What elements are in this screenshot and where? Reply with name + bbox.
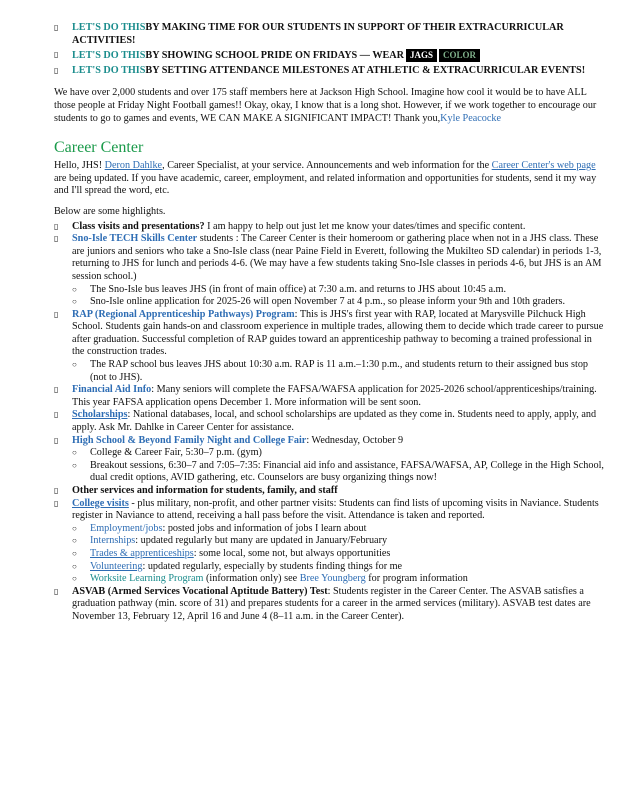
jags-badge: JAGS xyxy=(406,49,437,62)
circle-bullet-icon: ○ xyxy=(72,284,77,294)
highlights-intro: Below are some highlights. xyxy=(54,205,166,217)
signoff-link[interactable]: Kyle Peacocke xyxy=(440,112,501,124)
list-item: ▯ ASVAB (Armed Services Vocational Aptitude Battery) Test: Students register in the Career Center. The ASVAB satisfies a graduation pathway (min. score of 31) and prepares students for a career in the armed services (military). ASVAB test dates are November 13, February 12, April 16 and June 4 (8–11 a.m. in the Career Center). xyxy=(54,585,591,622)
sub-item: ○ Employment/jobs: posted jobs and information of jobs I learn about xyxy=(72,522,367,534)
circle-bullet-icon: ○ xyxy=(72,460,77,470)
list-item: ▯ LET'S DO THISBY SHOWING SCHOOL PRIDE ON FRIDAYS — WEAR JAGS COLOR xyxy=(54,49,606,63)
bullet-icon: ▯ xyxy=(54,586,59,596)
bullet-icon: ▯ xyxy=(54,234,59,244)
highlights-list xyxy=(54,221,606,624)
bullet-icon: ▯ xyxy=(54,65,59,75)
bullet-icon: ▯ xyxy=(54,221,59,231)
scholarships-link[interactable]: Scholarships xyxy=(72,409,128,421)
list-item: ▯ Scholarships: National databases, local, and school scholarships are updated as they come in. Students need to apply, apply, and apply. Ask Mr. Dahlke in Career Center for assistance. xyxy=(54,409,597,434)
list-item: ▯ LET'S DO THISBY MAKING TIME FOR OUR STUDENTS IN SUPPORT OF THEIR EXTRACURRICULAR ACTIVITIES! xyxy=(54,22,564,46)
circle-bullet-icon: ○ xyxy=(72,297,77,307)
bullet-icon: ▯ xyxy=(54,486,59,495)
list-item: ▯ LET'S DO THISBY SETTING ATTENDANCE MILESTONES AT ATHLETIC & EXTRACURRICULAR EVENTS! xyxy=(54,64,586,76)
employment-link[interactable]: Employment/jobs xyxy=(90,522,163,534)
bullet-icon: ▯ xyxy=(54,498,59,508)
worksite-learning-link[interactable]: Worksite Learning Program xyxy=(90,573,204,585)
circle-bullet-icon: ○ xyxy=(72,536,77,546)
sub-item: ○ Internships: updated regularly but many are updated in January/February xyxy=(72,535,388,547)
bullet-icon: ▯ xyxy=(54,435,59,445)
bullet-icon: ▯ xyxy=(54,23,59,32)
sub-item: ○ Worksite Learning Program (information only) see Bree Youngberg for program information xyxy=(72,573,468,585)
sub-item: ○ College & Career Fair, 5:30–7 p.m. (gym) xyxy=(72,447,262,459)
bullet-icon: ▯ xyxy=(54,50,59,60)
circle-bullet-icon: ○ xyxy=(72,523,77,533)
circle-bullet-icon: ○ xyxy=(72,360,77,370)
trades-link[interactable]: Trades & apprenticeships xyxy=(90,547,194,559)
section-title: Career Center xyxy=(54,139,144,157)
circle-bullet-icon: ○ xyxy=(72,561,77,571)
bree-youngberg-link[interactable]: Bree Youngberg xyxy=(299,573,366,585)
sub-item: ○ Breakout sessions, 6:30–7 and 7:05–7:35: Financial aid info and assistance, FAFSA/WAFSA, AP, College in the High School, dual credit options, AVID gathering, etc. Counselors are busy organizing things now! xyxy=(72,459,604,484)
list-item: ▯ Financial Aid Info: Many seniors will complete the FAFSA/WAFSA application for 2025-2026 school/apprenticeships/training. This year FAFSA application opens December 1. More information will be sent soon. xyxy=(54,384,597,408)
list-item: ▯ College visits - plus military, non-profit, and other partner visits: Students can find lists of upcoming visits in Naviance. Students register in Naviance to attend, receiving a hall pass before the visit. Attendance is taken and reported. xyxy=(54,497,599,522)
list-item: ▯ Other services and information for students, family, and staff xyxy=(54,485,338,496)
list-item: ▯ RAP (Regional Apprenticeship Pathways) Program: This is JHS's first year with RAP, located at Marysville Pilchuck High School. Students gain hands-on and classroom experience in multiple trades, allowing them to decide which trade career to pursue after graduation. Successful completion of RAP guides toward an apprenticeship pathway to becoming a trained professional in the construction trades. xyxy=(54,308,604,358)
sub-item: ○ The RAP school bus leaves JHS about 10:30 a.m. RAP is 11 a.m.–1:30 p.m., and students return to their assigned bus stop (not to JHS). xyxy=(72,359,589,383)
deron-dahlke-link[interactable]: Deron Dahlke xyxy=(104,160,163,172)
internships-link[interactable]: Internships xyxy=(90,535,136,547)
circle-bullet-icon: ○ xyxy=(72,548,77,558)
college-visits-link[interactable]: College visits xyxy=(72,497,129,509)
circle-bullet-icon: ○ xyxy=(72,448,77,458)
volunteering-link[interactable]: Volunteering xyxy=(90,560,143,572)
career-intro: Hello, JHS! Deron Dahlke, Career Specialist, at your service. Announcements and web information for the Career Center's web page are being updated. If you have academic, career, employment, and related information and opportunities for students, send it my way and I'll spread the word, etc. xyxy=(54,160,597,197)
sub-item: ○ Trades & apprenticeships: some local, some not, but always opportunities xyxy=(72,547,391,559)
list-item: ▯ High School & Beyond Family Night and College Fair: Wednesday, October 9 xyxy=(54,434,404,446)
bullet-icon: ▯ xyxy=(54,385,59,395)
bullet-icon: ▯ xyxy=(54,410,59,420)
sub-item: ○ Sno-Isle online application for 2025-26 will open November 7 at 4 p.m., so please inform your 9th and 10th graders. xyxy=(72,296,566,308)
intro-paragraph: We have over 2,000 students and over 175 staff members here at Jackson High School. Imagine how cool it would be to have ALL those people at Friday Night Football games!! Okay, okay, I know that is a long shot. However, if we work together to encourage our students to go to games and events, WE CAN MAKE A SIGNIFICANT IMPACT! Thank you,Kyle Peacocke xyxy=(54,87,597,124)
circle-bullet-icon: ○ xyxy=(72,574,77,584)
bullet-icon: ▯ xyxy=(54,309,59,319)
list-item: ▯ Class visits and presentations? I am happy to help out just let me know your dates/times and specific content. xyxy=(54,220,526,232)
sub-item: ○ Volunteering: updated regularly, especially by students finding things for me xyxy=(72,560,403,572)
list-item: ▯ Sno-Isle TECH Skills Center students : The Career Center is their homeroom or gathering place when not in a JHS class. These are juniors and seniors who take a Sno-Isle class (near Paine Field in Everett, following the Mukilteo SD calendar) in periods 1-3, returning to JHS for lunch and periods 4-6. (We may have a few students taking Sno-Isle classes in periods 4-6, but JHS is an AM session school.) xyxy=(54,233,602,282)
career-center-web-link[interactable]: Career Center's web page xyxy=(491,160,596,172)
color-badge: COLOR xyxy=(439,49,480,62)
sub-item: ○ The Sno-Isle bus leaves JHS (in front of main office) at 7:30 a.m. and returns to JHS about 10:45 a.m. xyxy=(72,283,507,295)
lets-do-this-list xyxy=(54,22,606,77)
